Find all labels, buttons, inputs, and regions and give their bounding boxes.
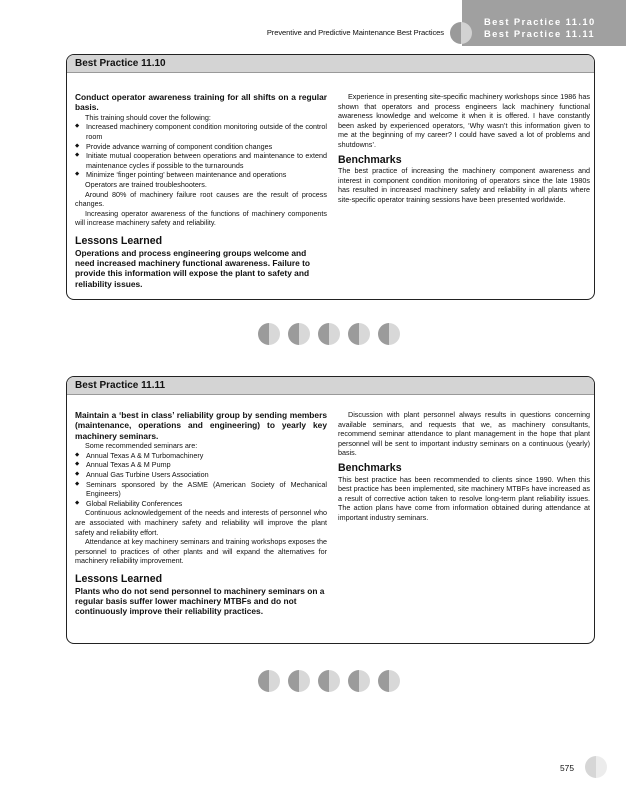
chapter-tab [462, 0, 626, 46]
dot-icon [258, 323, 280, 345]
lead-statement: Conduct operator awareness training for all shifts on a regular basis. [75, 92, 327, 113]
dot-icon [318, 670, 340, 692]
paragraph: Experience in presenting site-specific machinery workshops since 1986 has shown that operators and process engineers lack machinery functional awareness knowledge and welcome it when it is offered. I have constantly been asked by experienced operators, ‘Why wasn’t this information given to me at the beginning of my career? I could have saved a lot of problems and shutdowns’. [338, 92, 590, 149]
box-title: Best Practice 11.11 [67, 377, 594, 395]
bullet-list [75, 122, 327, 180]
tab-line-2: Best Practice 11.11 [484, 28, 596, 39]
left-column [75, 92, 327, 289]
benchmarks-heading: Benchmarks [338, 461, 402, 474]
header-half-circle-icon [450, 22, 472, 44]
list-item: ◆ Annual Gas Turbine Users Association [86, 470, 327, 480]
lessons-heading: Lessons Learned [75, 234, 163, 247]
list-item: ◆ Increased machinery component condition monitoring outside of the control room [86, 122, 327, 141]
dot-icon [378, 323, 400, 345]
running-header: Preventive and Predictive Maintenance Best Practices [266, 28, 444, 37]
lessons-text: Operations and process engineering groups welcome and need increased machinery functional awareness. Failure to provide this information will expose the plant to safety and reliability issues. [75, 247, 311, 289]
best-practice-box-1 [66, 54, 595, 300]
list-item: ◆ Seminars sponsored by the ASME (American Society of Mechanical Engineers) [86, 480, 327, 499]
paragraph: Around 80% of machinery failure root causes are the result of process changes. [75, 189, 327, 209]
dot-icon [348, 323, 370, 345]
list-item: ◆ Global Reliability Conferences [86, 499, 327, 509]
box-title: Best Practice 11.10 [67, 55, 594, 73]
dot-icon [288, 323, 310, 345]
left-column [75, 410, 327, 617]
dot-icon [378, 670, 400, 692]
list-item: ◆ Provide advance warning of component condition changes [86, 142, 327, 152]
lessons-heading: Lessons Learned [75, 572, 163, 585]
dot-icon [288, 670, 310, 692]
dot-icon [258, 670, 280, 692]
intro-text: Some recommended seminars are: [85, 441, 198, 451]
lead-statement: Maintain a ‘best in class’ reliability group by sending members (maintenance, operations and engineering) to yearly key machinery seminars. [75, 410, 327, 441]
paragraph: Attendance at key machinery seminars and training workshops exposes the personnel to practices of other plants and will expand the alternatives for machinery reliability improvement. [75, 537, 327, 566]
paragraph: Discussion with plant personnel always results in questions concerning available seminars, and requests that we, as machinery consultants, recommend seminar attendance to plant management in the hope that plant personnel will be sent to important industry seminars on a continuous (yearly) basis. [338, 410, 590, 458]
right-column [338, 410, 590, 523]
page-number: 575 [560, 763, 574, 773]
dot-icon [318, 323, 340, 345]
list-item: ◆ Annual Texas A & M Turbomachinery [86, 451, 327, 461]
list-item: ◆ Initiate mutual cooperation between operations and maintenance to extend maintenance cycles if possible to the turnarounds [86, 151, 327, 170]
intro-text: This training should cover the following: [85, 112, 211, 122]
benchmarks-text: This best practice has been recommended to clients since 1990. When this best practice has been implemented, site machinery MTBFs have increased as a result of corrective action taken to resolve long-term plant reliability issues. The action plans have come from information obtained during attendance at important industry seminars. [338, 474, 590, 522]
paragraph: Increasing operator awareness of the functions of machinery components will increase machinery safety and reliability. [75, 208, 327, 228]
lessons-text: Plants who do not send personnel to machinery seminars on a regular basis suffer lower machinery MTBFs and do not continuously improve their reliability practices. [75, 585, 325, 617]
benchmarks-heading: Benchmarks [338, 153, 402, 166]
list-item: ◆ Annual Texas A & M Pump [86, 460, 327, 470]
footer-half-circle-icon [585, 756, 607, 778]
bullet-list [75, 451, 327, 509]
right-column [338, 92, 590, 205]
paragraph: Operators are trained troubleshooters. [85, 179, 207, 189]
tab-line-1: Best Practice 11.10 [484, 16, 596, 27]
benchmarks-text: The best practice of increasing the machinery component awareness and interest in component condition monitoring of operators since the late 1980s has resulted in increased machinery safety and reliability in all plants where site-specific operator training sessions have been presented worldwide. [338, 166, 590, 204]
paragraph: Continuous acknowledgement of the needs and interests of personnel who are associated with machinery safety and reliability will improve the plant safety and reliability effort. [75, 508, 327, 537]
list-item: ◆ Minimize ‘finger pointing’ between maintenance and operations [86, 170, 327, 180]
best-practice-box-2 [66, 376, 595, 644]
dot-icon [348, 670, 370, 692]
